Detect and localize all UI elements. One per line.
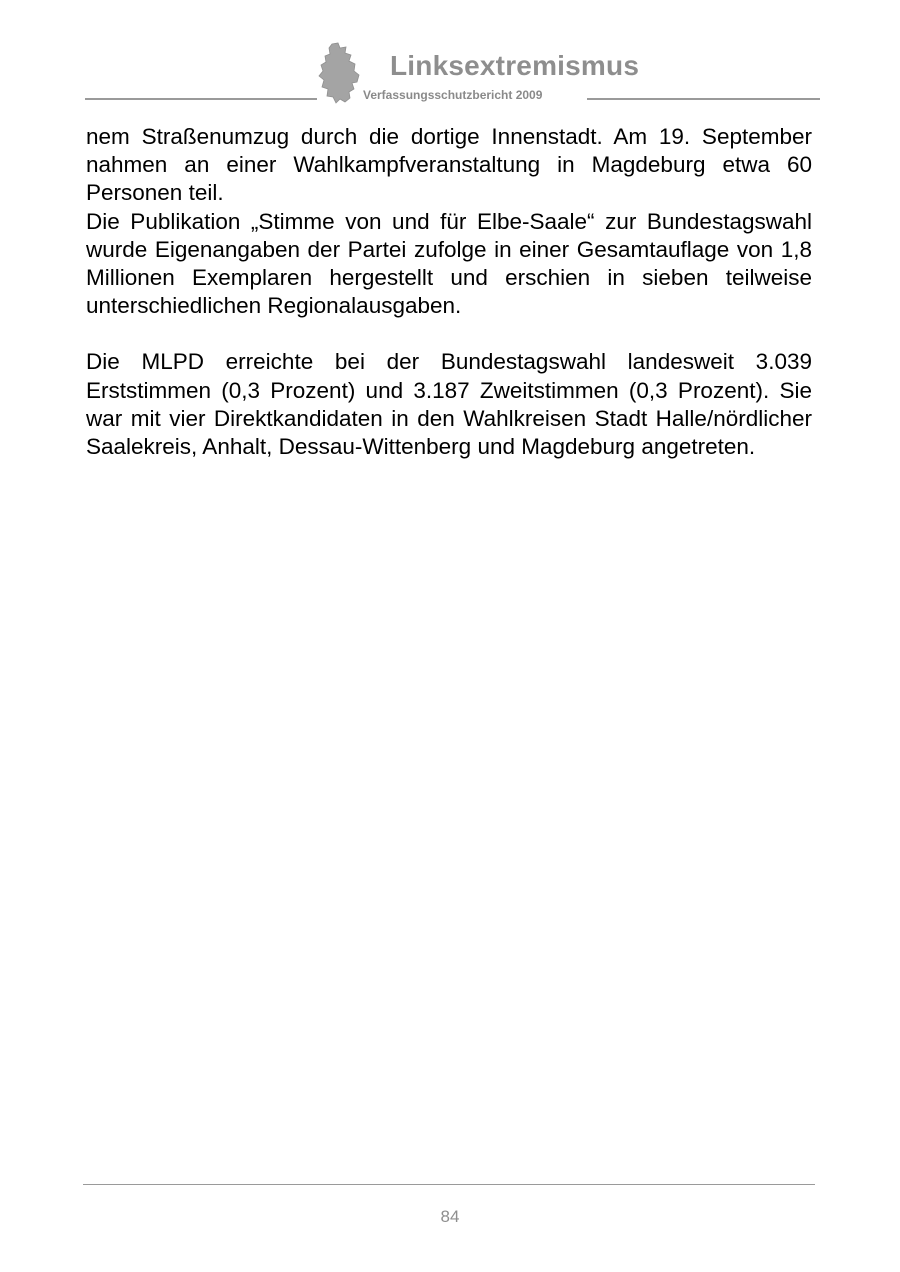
saxony-anhalt-map-icon — [318, 42, 360, 104]
paragraph: Die Publikation „Stimme von und für Elbe-Saale“ zur Bundestagswahl wurde Eigenangaben der Partei zufolge in einer Gesamtauflage von 1,8 Millionen Exemplaren hergestellt und erschien in sieben teilweise unterschiedlichen Regionalausgaben. — [86, 208, 812, 319]
header-subtitle: Verfassungsschutzbericht 2009 — [363, 88, 543, 102]
paragraph: nem Straßenumzug durch die dortige Innenstadt. Am 19. September nahmen an einer Wahlkampfveranstaltung in Magdeburg etwa 60 Personen teil. — [86, 124, 812, 206]
body-text — [86, 123, 812, 461]
paragraph: Die MLPD erreichte bei der Bundestagswahl landesweit 3.039 Erststimmen (0,3 Prozent) und 3.187 Zweitstimmen (0,3 Prozent). Sie war mit vier Direktkandidaten in den Wahlkreisen Stadt Halle/nördlicher Saalekreis, Anhalt, Dessau-Wittenberg und Magdeburg angetreten. — [86, 349, 812, 460]
page-header — [0, 0, 900, 110]
footer-rule — [83, 1184, 815, 1185]
header-rule-left — [85, 98, 317, 100]
header-rule-right — [587, 98, 820, 100]
header-title: Linksextremismus — [390, 50, 640, 81]
page-number: 84 — [440, 1207, 460, 1226]
